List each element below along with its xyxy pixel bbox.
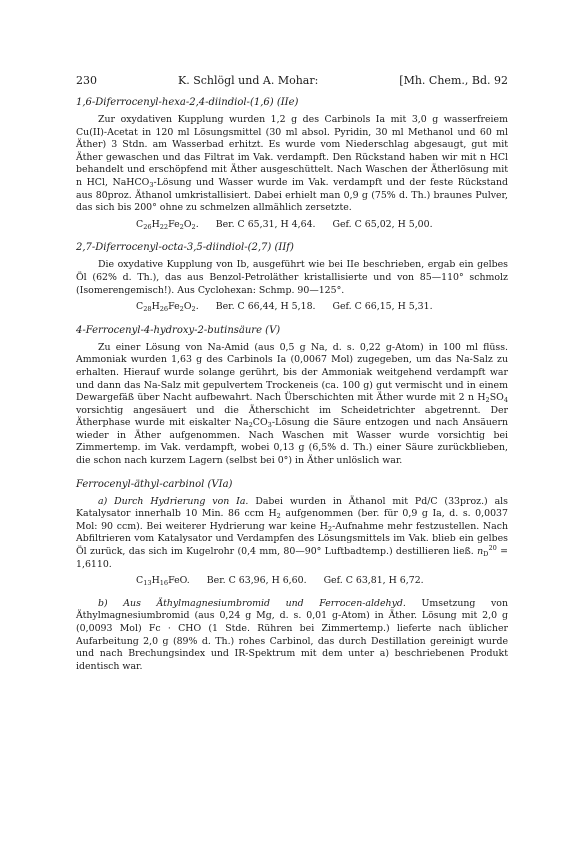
- found-values: Gef. C 66,15, H 5,31.: [332, 301, 433, 313]
- molecular-formula: $C_{26}H_{22}Fe_2O_2$.: [136, 218, 199, 231]
- header-journal: [Mh. Chem., Bd. 92: [399, 74, 508, 87]
- found-values: Gef. C 63,81, H 6,72.: [323, 575, 424, 587]
- section-paragraph: Die oxydative Kupplung von Ib, ausgeführt wie bei IIe beschrieben, ergab ein gelbes Öl (62% d. Th.), das aus Benzol-Petroläther kristallisierte und von 85—110° schmolz (Isomerengemisch!). Aus Cyclohexan: Schmp. 90—125°.: [76, 259, 508, 296]
- method-text-b: Umsetzung von Äthylmagnesiumbromid (aus 0,24 g Mg, d. s. 0,01 g-Atom) in Äther. Lösung mit 2,0 g (0,0093 Mol) Fc · CHO (1 Stde. Rühren bei Zimmertemp.) lieferte nach üblicher Aufarbeitung 2,0 g (89% d. Th.) rohes Carbinol, das durch Destillation gereinigt wurde und nach Brechungsindex und IR-Spektrum mit dem unter a) beschriebenen Produkt identisch war.: [76, 597, 508, 672]
- method-label-b: b) Aus Äthylmagnesiumbromid und Ferrocen-aldehyd.: [98, 597, 406, 609]
- section-title: Ferrocenyl-äthyl-carbinol (VIa): [76, 478, 233, 490]
- found-values: Gef. C 65,02, H 5,00.: [332, 218, 433, 230]
- section-paragraph: Zu einer Lösung von Na-Amid (aus 0,5 g Na, d. s. 0,22 g-Atom) in 100 ml flüss. Ammoniak wurden 1,63 g des Carbinols Ia (0,0067 Mol) zugegeben, um das Na-Salz zu erhalten. Hierauf wurde solange gerührt, bis der Ammoniak weitgehend verdampft war und dann das Na-Salz mit gepulvertem Trockeneis (ca. 100 g) gut vermischt und in einem Dewargefäß über Nacht aufbewahrt. Nach Überschichten mit Äther wurde mit 2 n $H_2SO_4$ vorsichtig angesäuert und die Ätherschicht im Scheidetrichter abgetrennt. Der Ätherphase wurde mit eiskalter $Na_2CO_3$-Lösung die Säure entzogen und nach Ansäuern wieder in Äther aufgenommen. Nach Waschen mit Wasser wurde vorsichtig bei Zimmertemp. im Vak. verdampft, wobei 0,13 g (6,5% d. Th.) einer Säure zurückblieben, die schon nach kurzem Lagern (selbst bei 0°) in Äther unlöslich war.: [76, 341, 509, 467]
- molecular-formula: $C_{28}H_{26}Fe_2O_2$.: [136, 301, 199, 314]
- molecular-formula: $C_{13}H_{16}FeO$.: [136, 575, 190, 588]
- section-title: 4-Ferrocenyl-4-hydroxy-2-butinsäure (V): [76, 324, 281, 336]
- method-text-a: Dabei wurden in Äthanol mit Pd/C (33proz.) als Katalysator innerhalb 10 Min. 86 ccm $H_2$ aufgenommen (ber. für 0,9 g Ia, d. s. 0,0037 Mol: 90 ccm). Bei weiterer Hydrierung war keine $H_2$-Aufnahme mehr festzustellen. Nach Abfiltrieren vom Katalysator und Verdampfen des Lösungsmittels im Vak. blieb ein gelbes Öl zurück, das sich im Kugelrohr (0,4 mm, 80—90° Luftbadtemp.) destillieren ließ.: [76, 495, 508, 558]
- section-paragraph: Zur oxydativen Kupplung wurden 1,2 g des Carbinols Ia mit 3,0 g wasserfreiem Cu(II)-Acetat in 120 ml Lösungsmittel (30 ml absol. Pyridin, 30 ml Methanol und 60 ml Äther) 3 Stdn. am Wasserbad erhitzt. Es wurde vom Niederschlag abgesaugt, gut mit Äther gewaschen und das Filtrat im Vak. verdampft. Den Rückstand haben wir mit n HCl behandelt und erschöpfend mit Äther ausgeschüttelt. Nach Waschen der Ätherlösung mit n HCl, NaHCO$_3$-Lösung und Wasser wurde im Vak. verdampft und der feste Rückstand aus 80proz. Äthanol umkristallisiert. Dabei erhielt man 0,9 g (75% d. Th.) braunes Pulver, das sich bis 200° ohne zu schmelzen allmählich zersetzte.: [76, 114, 508, 214]
- analysis-line: [76, 219, 508, 232]
- section-paragraph-b: [76, 598, 508, 674]
- calculated-values: Ber. C 65,31, H 4,64.: [215, 218, 316, 230]
- analysis-line: [76, 575, 508, 588]
- analysis-line: [76, 301, 508, 314]
- calculated-values: Ber. C 66,44, H 5,18.: [215, 301, 316, 313]
- running-header: [76, 74, 508, 88]
- page-number: 230: [76, 74, 97, 87]
- calculated-values: Ber. C 63,96, H 6,60.: [206, 575, 307, 587]
- section-title: 1,6-Diferrocenyl-hexa-2,4-diindiol-(1,6) (IIe): [76, 97, 299, 108]
- section-title: 2,7-Diferrocenyl-octa-3,5-diindiol-(2,7) (IIf): [76, 242, 294, 254]
- header-authors: K. Schlögl und A. Mohar:: [177, 74, 319, 87]
- section-paragraph-a: [76, 496, 508, 572]
- refractive-index: $n_D^{20} = 1,6110$.: [76, 544, 508, 570]
- method-label-a: a) Durch Hydrierung von Ia.: [98, 495, 249, 507]
